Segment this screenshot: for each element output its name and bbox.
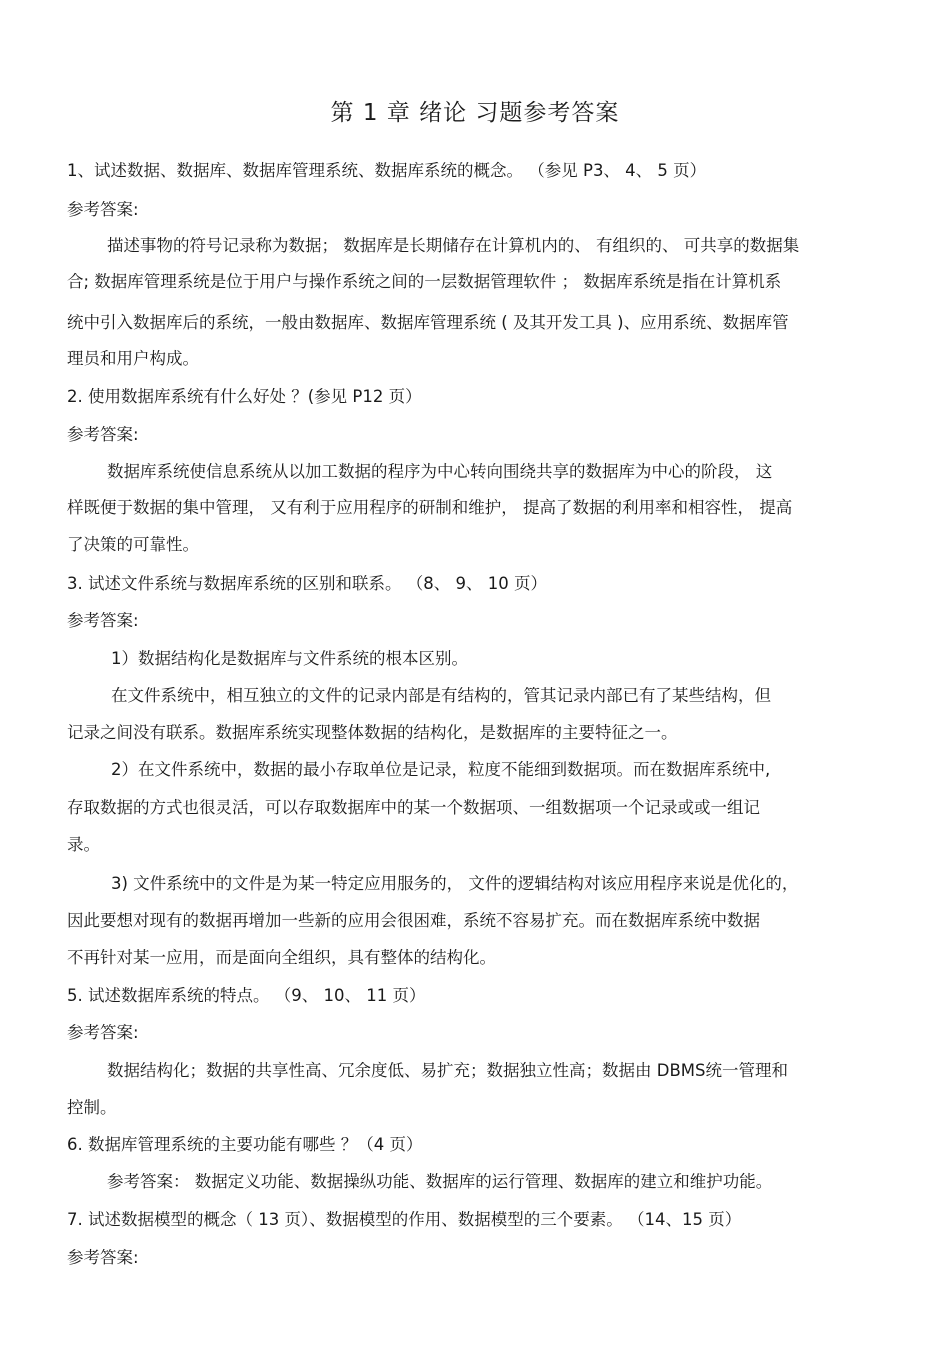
answer-3-point-1: 1）数据结构化是数据库与文件系统的根本区别。 <box>111 649 468 668</box>
page-title: 第 1 章 绪论 习题参考答案 <box>330 100 620 126</box>
answer-1-line-1: 描述事物的符号记录称为数据； 数据库是长期储存在计算机内的、 有组织的、 可共享的数据集 <box>107 236 800 255</box>
answer-3-line-6: 录。 <box>67 835 100 854</box>
answer-3-line-8: 因此要想对现有的数据再增加一些新的应用会很困难，系统不容易扩充。而在数据库系统中数据 <box>67 911 760 930</box>
answer-label-1: 参考答案: <box>67 200 139 219</box>
question-5: 5. 试述数据库系统的特点。 （9、 10、 11 页） <box>67 986 426 1005</box>
answer-label-5: 参考答案: <box>67 1023 139 1042</box>
answer-label-7: 参考答案: <box>67 1248 139 1267</box>
answer-3-point-2: 2）在文件系统中，数据的最小存取单位是记录，粒度不能细到数据项。而在数据库系统中, <box>111 760 771 779</box>
answer-1-line-4: 理员和用户构成。 <box>67 349 199 368</box>
answer-2-line-2: 样既便于数据的集中管理， 又有利于应用程序的研制和维护， 提高了数据的利用率和相容性， 提高 <box>67 498 793 517</box>
answer-5-line-2: 控制。 <box>67 1098 117 1117</box>
answer-2-line-3: 了决策的可靠性。 <box>67 535 199 554</box>
answer-6: 参考答案： 数据定义功能、数据操纵功能、数据库的运行管理、数据库的建立和维护功能。 <box>107 1172 773 1191</box>
answer-5-line-1: 数据结构化；数据的共享性高、冗余度低、易扩充；数据独立性高；数据由 DBMS统一管理和 <box>107 1061 788 1080</box>
question-1: 1、试述数据、数据库、数据库管理系统、数据库系统的概念。 （参见 P3、 4、 5 页） <box>67 161 707 180</box>
answer-3-point-3: 3) 文件系统中的文件是为某一特定应用服务的， 文件的逻辑结构对该应用程序来说是优化的， <box>111 874 799 893</box>
answer-3-line-3: 记录之间没有联系。数据库系统实现整体数据的结构化，是数据库的主要特征之一。 <box>67 723 678 742</box>
question-2: 2. 使用数据库系统有什么好处 ？(参见 P12 页） <box>67 387 422 406</box>
question-7: 7. 试述数据模型的概念（ 13 页）、数据模型的作用、数据模型的三个要素。 （14、15 页） <box>67 1210 742 1229</box>
answer-3-line-2: 在文件系统中，相互独立的文件的记录内部是有结构的，管其记录内部已有了某些结构，但 <box>111 686 771 705</box>
answer-3-line-9: 不再针对某一应用，而是面向全组织，具有整体的结构化。 <box>67 948 496 967</box>
answer-1-line-3: 统中引入数据库后的系统，一般由数据库、数据库管理系统 ( 及其开发工具 )、应用系统、数据库管 <box>67 313 789 332</box>
answer-2-line-1: 数据库系统使信息系统从以加工数据的程序为中心转向围绕共享的数据库为中心的阶段， 这 <box>107 462 773 481</box>
answer-1-line-2: 合; 数据库管理系统是位于用户与操作系统之间的一层数据管理软件 ； 数据库系统是指在计算机系 <box>67 272 782 291</box>
question-6: 6. 数据库管理系统的主要功能有哪些 ？（4 页） <box>67 1135 423 1154</box>
answer-label-2: 参考答案: <box>67 425 139 444</box>
answer-label-3: 参考答案: <box>67 611 139 630</box>
question-3: 3. 试述文件系统与数据库系统的区别和联系。 （8、 9、 10 页） <box>67 574 547 593</box>
answer-3-line-5: 存取数据的方式也很灵活，可以存取数据库中的某一个数据项、一组数据项一个记录或或一组记 <box>67 798 760 817</box>
